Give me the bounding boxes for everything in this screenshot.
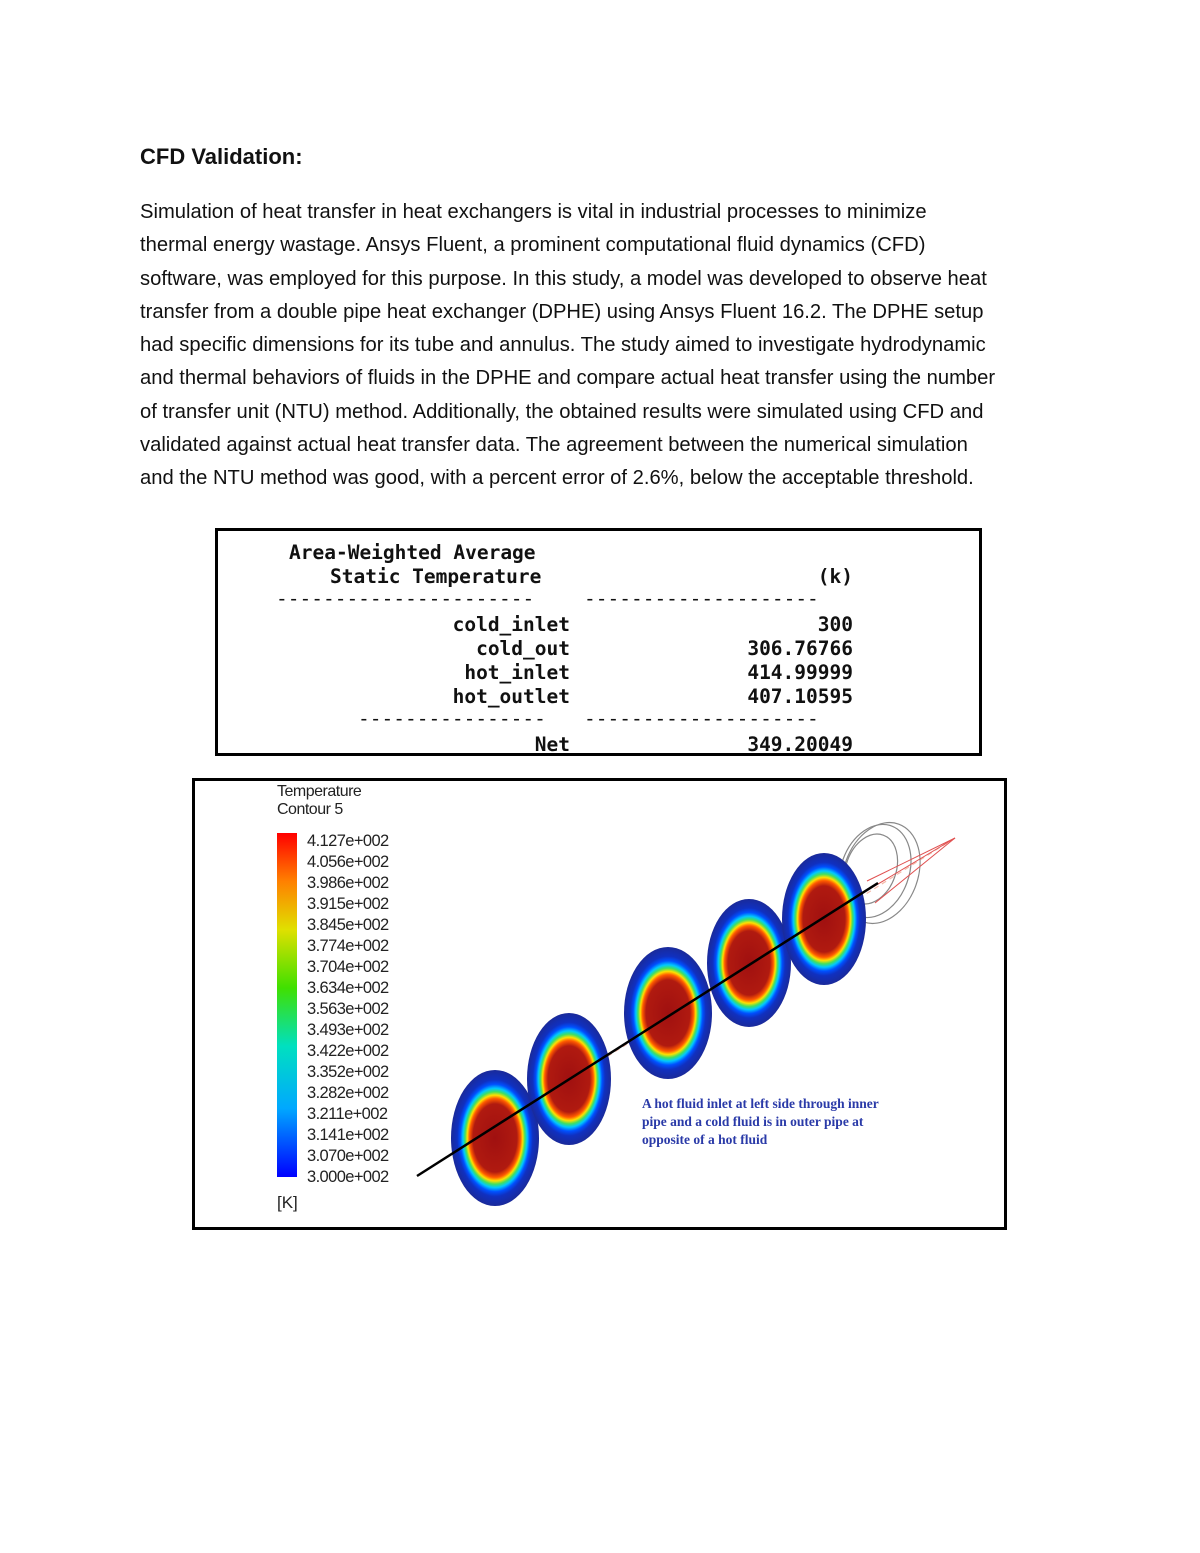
legend-tick: 3.422e+002 — [307, 1042, 389, 1060]
legend-colorbar — [277, 833, 297, 1177]
legend-tick: 3.774e+002 — [307, 937, 389, 955]
report-separator: ---------------------- — [276, 587, 535, 610]
report-row-value: 407.10595 — [747, 685, 853, 708]
legend-unit: [K] — [277, 1193, 298, 1212]
report-header-line1: Area-Weighted Average — [289, 541, 536, 564]
legend-title-line1: Temperature — [277, 783, 362, 800]
legend-tick: 3.282e+002 — [307, 1084, 389, 1102]
paragraph-line: Simulation of heat transfer in heat exchangers is vital in industrial processes to minimize — [140, 201, 927, 223]
legend-tick: 3.141e+002 — [307, 1126, 389, 1144]
legend-tick: 3.634e+002 — [307, 979, 389, 997]
report-net-label: Net — [534, 733, 570, 756]
pipe-section-1 — [451, 1070, 539, 1206]
legend-tick: 4.056e+002 — [307, 853, 389, 871]
legend-tick: 3.000e+002 — [307, 1168, 389, 1186]
body-paragraph — [140, 196, 1070, 496]
annotation-line: pipe and a cold fluid is in outer pipe at — [642, 1114, 864, 1129]
paragraph-line: software, was employed for this purpose. In this study, a model was developed to observe heat — [140, 267, 987, 290]
paragraph-line: thermal energy wastage. Ansys Fluent, a prominent computational fluid dynamics (CFD) — [140, 234, 926, 257]
paragraph-line: validated against actual heat transfer data. The agreement between the numerical simulation — [140, 434, 968, 457]
temperature-contour-figure — [192, 778, 1007, 1230]
pipe-section-4 — [707, 899, 791, 1027]
report-row-name: cold_out — [476, 637, 570, 660]
legend-title-line2: Contour 5 — [277, 801, 343, 818]
report-row-value: 414.99999 — [747, 661, 853, 684]
report-header-line2: Static Temperature — [330, 565, 542, 588]
report-row-value: 300 — [817, 613, 853, 636]
paragraph-line: and thermal behaviors of fluids in the DPHE and compare actual heat transfer using the number — [140, 367, 996, 390]
report-row-name: hot_outlet — [452, 685, 570, 708]
section-heading: CFD Validation: — [140, 144, 303, 169]
report-separator: -------------------- — [584, 707, 819, 730]
report-row-name: cold_inlet — [452, 613, 570, 636]
pipe-section-3 — [624, 947, 712, 1079]
fluent-report-figure — [215, 528, 982, 756]
annotation-line: A hot fluid inlet at left side through inner — [642, 1096, 879, 1111]
legend-tick: 3.493e+002 — [307, 1021, 389, 1039]
report-unit: (k) — [817, 565, 853, 588]
paragraph-line: of transfer unit (NTU) method. Additionally, the obtained results were simulated using CFD and — [140, 400, 984, 423]
annotation-line: opposite of a hot fluid — [642, 1132, 768, 1147]
legend-tick: 3.986e+002 — [307, 874, 389, 892]
flow-annotation — [642, 1095, 912, 1149]
legend-tick: 3.211e+002 — [307, 1105, 388, 1123]
legend-tick: 4.127e+002 — [307, 832, 389, 850]
report-separator: ---------------- — [358, 707, 546, 730]
paragraph-line: had specific dimensions for its tube and annulus. The study aimed to investigate hydrodynamic — [140, 334, 986, 357]
legend-tick: 3.845e+002 — [307, 916, 389, 934]
report-separator: -------------------- — [584, 587, 819, 610]
report-row-name: hot_inlet — [464, 661, 570, 684]
report-net-value: 349.20049 — [747, 733, 853, 756]
paragraph-line: transfer from a double pipe heat exchanger (DPHE) using Ansys Fluent 16.2. The DPHE setup — [140, 300, 984, 323]
report-row-value: 306.76766 — [747, 637, 853, 660]
legend-tick: 3.915e+002 — [307, 895, 389, 913]
pipe-section-5 — [782, 853, 866, 985]
legend-tick: 3.070e+002 — [307, 1147, 389, 1165]
legend-tick: 3.704e+002 — [307, 958, 389, 976]
paragraph-line: and the NTU method was good, with a percent error of 2.6%, below the acceptable threshold. — [140, 467, 974, 490]
legend-tick: 3.352e+002 — [307, 1063, 389, 1081]
legend-tick: 3.563e+002 — [307, 1000, 389, 1018]
